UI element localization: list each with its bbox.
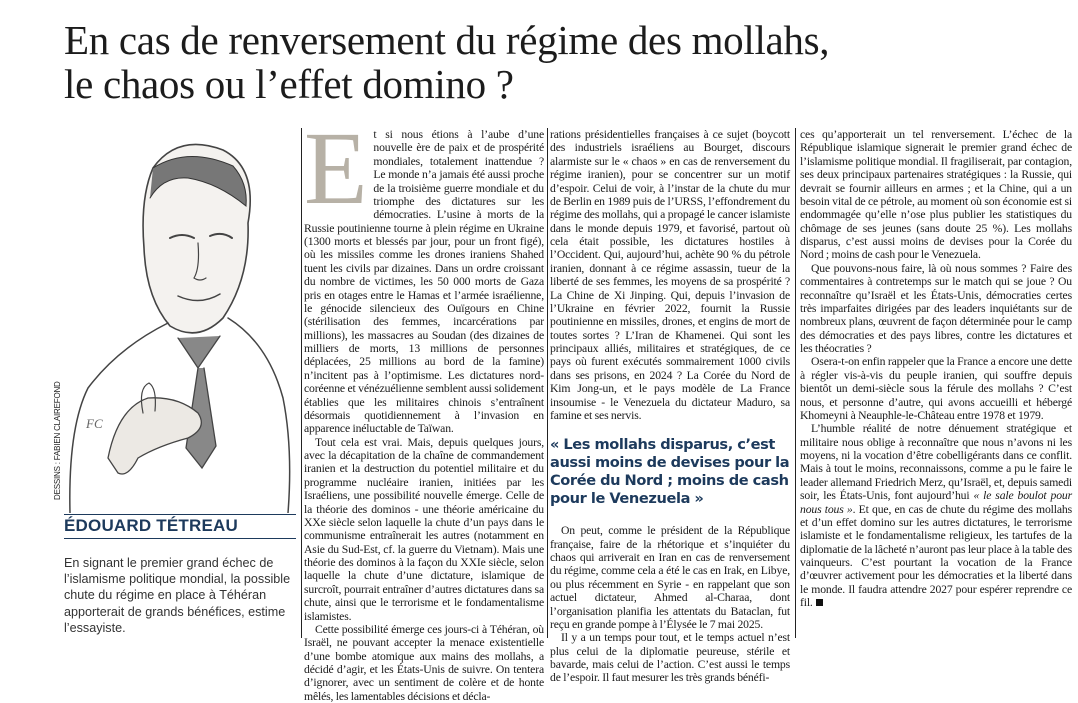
paragraph: L’humble réalité de notre dénuement stratégique et militaire nous oblige à reconnaître que nous n’avons ni les moyens, ni la vocation d’être cobelligérants dans ce conflit. Mais à tout le moins, reconnaissons, comme a pu le faire le leader allemand Friedrich Merz, qu’Israël, et, depuis samedi soir, les États-Unis, font aujourd’hui « le sale boulot pour nous tous ». Et que, en cas de chute du régime des mollahs et d’un effet domino sur les autres dictatures, le terrorisme islamiste et le fondamentalisme religieux, les tartufes de la diplomatie de la lâcheté n’auront pas leur place à la table des vainqueurs. C’est pourtant la vocation de la France d’œuvrer activement pour les démocraties et la liberté dans le monde. Il faudra attendre 2027 pour espérer reprendre ce fil. (800, 422, 1072, 610)
paragraph: Et si nous étions à l’aube d’une nouvelle ère de paix et de prospérité mondiales, totalement inattendue ? Le monde n’a jamais été aussi proche de la troisième guerre mondiale et du triomphe des dictatures sur les démocraties. L’usine à morts de la Russie poutinienne tourne à plein régime en Ukraine (1300 morts et blessés par jour, pour un front figé), où les missiles comme les drones iraniens Shahed tuent les civils par dizaines. Dans un ordre croissant du nombre de victimes, les 50 000 morts de Gaza pris en otages entre le Hamas et l’armée israélienne, le génocide silencieux des Ouïgours en Chine (stérilisation des femmes, incarcérations par millions), les massacres au Soudan (des dizaines de milliers de morts, 13 millions de personnes déplacées, 25 millions au bord de la famine) n’incitent pas à l’optimisme. Les dictatures nord-coréenne et vénézuélienne semblent aussi solidement établies que les militaires chinois s’entraînent désormais quotidiennement à l’invasion en apparence inéluctable de Taïwan. (304, 111, 544, 436)
paragraph: Cette possibilité émerge ces jours-ci à Téhéran, où Israël, ne pouvant accepter la menace existentielle d’une bombe atomique aux mains des mollahs, a décidé d’agir, et les États-Unis de suivre. On tentera d’ignorer, avec un sentiment de colère et de honte mêlés, les lamentables décisions et décla- (304, 622, 544, 703)
standfirst: En signant le premier grand échec de l’islamisme politique mondial, la possible chute du régime en place à Téhéran apporterait de grands bénéfices, estime l’essayiste. (64, 556, 291, 635)
author-illustration (58, 128, 298, 513)
illustration-credit: DESSINS : FABIEN CLAIREFOND (53, 381, 62, 500)
article-column-2 (550, 128, 790, 685)
column-rule (795, 128, 796, 638)
pull-quote: « Les mollahs disparus, c’est aussi moins de devises pour la Corée du Nord ; moins de cash pour le Venezuela » (550, 436, 790, 508)
divider (64, 538, 296, 539)
author-name: ÉDOUARD TÉTREAU (64, 516, 238, 535)
illustration-signature: FC (86, 416, 103, 431)
divider (64, 514, 296, 515)
headline-line-2: le chaos ou l’effet domino ? (64, 61, 514, 107)
column-rule (301, 128, 302, 638)
italic-quote: « le sale boulot pour nous tous » (800, 489, 1072, 516)
paragraph: ces qu’apporterait un tel renversement. L’échec de la République islamique signerait le premier grand échec de l’islamisme politique mondial. Il fragiliserait, par contagion, ses deux principaux partenaires stratégiques : la Russie, qui devrait se fournir ailleurs en armes ; et la Chine, qui a un besoin vital de ce pétrole, au moment où son économie est si endommagée qu’elle n’ose plus publier les statistiques du chômage de ses jeunes (sans doute 25 %). Les mollahs disparus, c’est aussi moins de devises pour la Corée du Nord ; moins de cash pour le Venezuela. (800, 128, 1072, 262)
paragraph: Il y a un temps pour tout, et le temps actuel n’est plus celui de la diplomatie peureuse, stérile et bavarde, mais celui de l’action. C’est aussi le temps de l’espoir. Il faut mesurer les très grands bénéfi- (550, 631, 790, 685)
article-column-1 (304, 111, 544, 703)
paragraph: On peut, comme le président de la République française, faire de la rhétorique et s’inquiéter du chaos qui arriverait en Iran en cas de renversement du régime, comme cela a été le cas en Irak, en Libye, ou plus récemment en Syrie - en rappelant que son actuel dictateur, Ahmed al-Charaa, dont l’organisation planifia les attentats du Bataclan, fut reçu en grande pompe à l’Élysée le 7 mai 2025. (550, 524, 790, 631)
paragraph: rations présidentielles françaises à ce sujet (boycott des industriels israéliens au Bourget, discours alarmiste sur le « chaos » en cas de renversement du régime iranien), pour se concentrer sur un motif d’espoir. Celui de voir, à l’instar de la chute du mur de Berlin en 1989 puis de l’URSS, l’effondrement du régime des mollahs, qui a propagé le cancer islamiste dans le monde depuis 1979, et favorisé, partout où cela était possible, les dictatures hostiles à l’Occident. Qui, aujourd’hui, achète 90 % du pétrole iranien, donnant à ce régime assassin, tueur de la liberté de ses femmes, les moyens de sa prospérité ? La Chine de Xi Jinping. Qui, depuis l’invasion de l’Ukraine en février 2022, fournit la Russie poutinienne en missiles, drones, et engins de mort de toutes sortes ? L’Iran de Khamenei. Qui sont les principaux alliés, militaires et stratégiques, de ce pays où furent exécutés sommairement 1000 civils dans ses prisons, en 2024 ? La Corée du Nord de Kim Jong-un, et le pays modèle de La France insoumise - le Venezuela du dictateur Maduro, sa famine et ses nervis. (550, 128, 790, 422)
paragraph: Que pouvons-nous faire, là où nous sommes ? Faire des commentaires à contretemps sur le match qui se joue ? Ou reconnaître qu’Israël et les États-Unis, démocraties certes très imparfaites dirigées par des leaders inquiétants sur de nombreux plans, œuvrent de façon déterminée pour le camp des démocraties et des pays libres, contre les dictatures et les théocraties ? (800, 261, 1072, 355)
article-column-3 (800, 128, 1072, 610)
headline-line-1: En cas de renversement du régime des mollahs, (64, 17, 830, 63)
paragraph: Tout cela est vrai. Mais, depuis quelques jours, avec la décapitation de la chaîne de commandement iranien et la destruction du potentiel militaire et du programme nucléaire iranien, initiées par les Israéliens, une possibilité nouvelle émerge. Celle de la théorie des dominos - une théorie américaine du XXe siècle selon laquelle la chute d’un pays dans le communisme entraînerait les autres (notamment en Asie du Sud-Est, cf. la guerre du Vietnam). Mais une théorie des dominos à la façon du XXIe siècle, selon laquelle la chute d’une dictature, islamique de surcroît, pourrait entraîner d’autres dictatures dans sa chute, ainsi que le terrorisme et le fondamentalisme islamistes. (304, 435, 544, 623)
paragraph: Osera-t-on enfin rappeler que la France a encore une dette à régler vis-à-vis du peuple iranien, qui souffre depuis bientôt un demi-siècle sous la férule des mollahs ? C’est nous, et personne d’autre, qui avons accueilli et hébergé Khomeyni à Neauphle-le-Château entre 1978 et 1979. (800, 355, 1072, 422)
column-rule (547, 128, 548, 638)
end-mark-icon (816, 599, 823, 606)
drop-cap: E (304, 111, 368, 226)
headline (64, 18, 1064, 106)
